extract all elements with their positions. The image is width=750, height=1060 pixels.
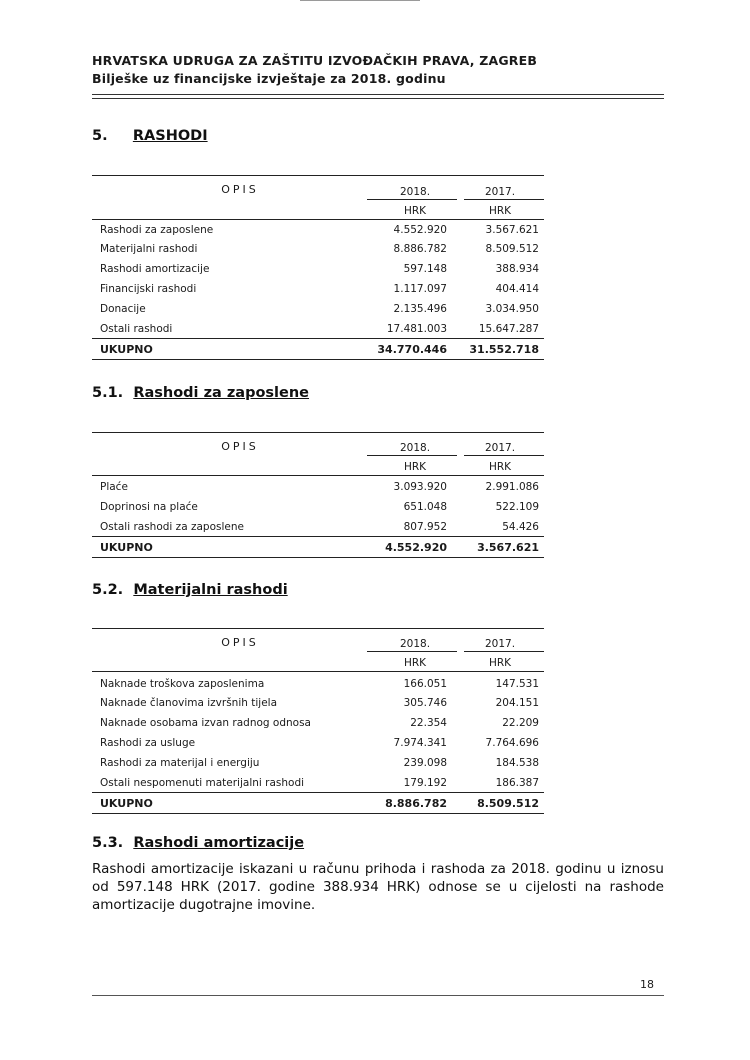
value-2018: 2.135.496 xyxy=(393,303,447,315)
currency-2017: HRK xyxy=(488,461,512,473)
header-subtitle: Bilješke uz financijske izvještaje za 2018. godinu xyxy=(92,71,446,86)
value-2017: 15.647.287 xyxy=(478,323,539,335)
row-label: Rashodi za usluge xyxy=(100,737,196,749)
header-rule-top xyxy=(92,94,664,95)
currency-2018: HRK xyxy=(403,205,427,217)
header-bottom-rule xyxy=(92,671,544,672)
value-2017: 7.764.696 xyxy=(485,737,539,749)
currency-2017: HRK xyxy=(488,657,512,669)
row-label: Naknade članovima izvršnih tijela xyxy=(100,697,278,709)
section-number: 5.2. xyxy=(92,582,124,598)
currency-2018: HRK xyxy=(403,461,427,473)
year-rule-2018 xyxy=(367,651,457,652)
table-top-rule xyxy=(92,628,544,629)
table-rashodi xyxy=(92,175,544,365)
total-label: UKUPNO xyxy=(100,343,153,356)
row-label: Naknade osobama izvan radnog odnosa xyxy=(100,717,311,729)
total-2017: 3.567.621 xyxy=(477,541,539,554)
header-bottom-rule xyxy=(92,475,544,476)
total-2018: 4.552.920 xyxy=(385,541,447,554)
year-rule-2018 xyxy=(367,455,457,456)
row-label: Ostali rashodi xyxy=(100,323,173,335)
value-2017: 388.934 xyxy=(495,263,539,275)
value-2017: 3.567.621 xyxy=(485,224,539,236)
value-2018: 3.093.920 xyxy=(393,481,447,493)
value-2017: 522.109 xyxy=(495,501,539,513)
column-header-opis: OPIS xyxy=(221,636,259,649)
value-2018: 4.552.920 xyxy=(393,224,447,236)
value-2018: 1.117.097 xyxy=(393,283,447,295)
value-2018: 17.481.003 xyxy=(386,323,447,335)
total-rule xyxy=(92,813,544,814)
row-label: Rashodi za zaposlene xyxy=(100,224,214,236)
row-label: Ostali rashodi za zaposlene xyxy=(100,521,244,533)
total-rule xyxy=(92,557,544,558)
top-edge-line xyxy=(300,0,420,1)
row-label: Donacije xyxy=(100,303,146,315)
total-2018: 34.770.446 xyxy=(377,343,447,356)
value-2018: 305.746 xyxy=(403,697,447,709)
value-2017: 184.538 xyxy=(495,757,539,769)
column-header-2017: 2017. xyxy=(484,186,516,198)
value-2018: 651.048 xyxy=(403,501,447,513)
subtotal-rule xyxy=(92,792,544,793)
row-label: Doprinosi na plaće xyxy=(100,501,198,513)
value-2017: 22.209 xyxy=(502,717,539,729)
section-number: 5.3. xyxy=(92,835,124,851)
value-2018: 7.974.341 xyxy=(393,737,447,749)
section-5-title xyxy=(92,128,208,144)
subtotal-rule xyxy=(92,338,544,339)
total-2018: 8.886.782 xyxy=(385,797,447,810)
amortization-paragraph: Rashodi amortizacije iskazani u računu prihoda i rashoda za 2018. godinu u iznosu od 597.148 HRK (2017. godine 388.934 HRK) odnose se u cijelosti na rashode amortizacije dugotrajne imovine. xyxy=(92,861,664,913)
row-label: Financijski rashodi xyxy=(100,283,197,295)
value-2018: 22.354 xyxy=(410,717,447,729)
row-label: Rashodi za materijal i energiju xyxy=(100,757,260,769)
value-2018: 166.051 xyxy=(403,678,447,690)
value-2017: 2.991.086 xyxy=(485,481,539,493)
header-bottom-rule xyxy=(92,219,544,220)
total-label: UKUPNO xyxy=(100,797,153,810)
currency-2018: HRK xyxy=(403,657,427,669)
table-materijalni-rashodi xyxy=(92,628,544,818)
section-number: 5. xyxy=(92,128,108,144)
row-label: Rashodi amortizacije xyxy=(100,263,210,275)
table-top-rule xyxy=(92,175,544,176)
value-2018: 597.148 xyxy=(403,263,447,275)
page-number: 18 xyxy=(640,978,654,991)
section-heading: Materijalni rashodi xyxy=(133,582,288,598)
row-label: Materijalni rashodi xyxy=(100,243,198,255)
column-header-2018: 2018. xyxy=(399,186,431,198)
table-top-rule xyxy=(92,432,544,433)
value-2018: 8.886.782 xyxy=(393,243,447,255)
year-rule-2017 xyxy=(464,651,544,652)
column-header-2018: 2018. xyxy=(399,638,431,650)
section-heading: Rashodi amortizacije xyxy=(133,835,305,851)
header-rule-bottom xyxy=(92,98,664,99)
year-rule-2018 xyxy=(367,199,457,200)
subtotal-rule xyxy=(92,536,544,537)
section-5-2-title xyxy=(92,582,288,598)
section-5-1-title xyxy=(92,385,309,401)
value-2017: 54.426 xyxy=(502,521,539,533)
row-label: Naknade troškova zaposlenima xyxy=(100,678,265,690)
section-number: 5.1. xyxy=(92,385,124,401)
total-label: UKUPNO xyxy=(100,541,153,554)
value-2017: 147.531 xyxy=(495,678,539,690)
value-2017: 404.414 xyxy=(495,283,539,295)
table-rashodi-za-zaposlene xyxy=(92,432,544,562)
year-rule-2017 xyxy=(464,199,544,200)
column-header-2017: 2017. xyxy=(484,442,516,454)
total-rule xyxy=(92,359,544,360)
section-heading: Rashodi za zaposlene xyxy=(133,385,310,401)
year-rule-2017 xyxy=(464,455,544,456)
document-header xyxy=(92,53,537,86)
row-label: Plaće xyxy=(100,481,128,493)
value-2017: 186.387 xyxy=(495,777,539,789)
currency-2017: HRK xyxy=(488,205,512,217)
section-5-3-title xyxy=(92,835,304,851)
column-header-opis: OPIS xyxy=(221,183,259,196)
total-2017: 8.509.512 xyxy=(477,797,539,810)
column-header-2017: 2017. xyxy=(484,638,516,650)
value-2018: 239.098 xyxy=(403,757,447,769)
footer-rule xyxy=(92,995,664,996)
total-2017: 31.552.718 xyxy=(469,343,539,356)
value-2017: 204.151 xyxy=(495,697,539,709)
column-header-2018: 2018. xyxy=(399,442,431,454)
value-2017: 3.034.950 xyxy=(485,303,539,315)
value-2018: 807.952 xyxy=(403,521,447,533)
section-heading: RASHODI xyxy=(132,128,208,144)
value-2018: 179.192 xyxy=(403,777,447,789)
value-2017: 8.509.512 xyxy=(485,243,539,255)
header-organization: HRVATSKA UDRUGA ZA ZAŠTITU IZVOĐAČKIH PRAVA, ZAGREB xyxy=(92,53,538,68)
row-label: Ostali nespomenuti materijalni rashodi xyxy=(100,777,305,789)
column-header-opis: OPIS xyxy=(221,440,259,453)
